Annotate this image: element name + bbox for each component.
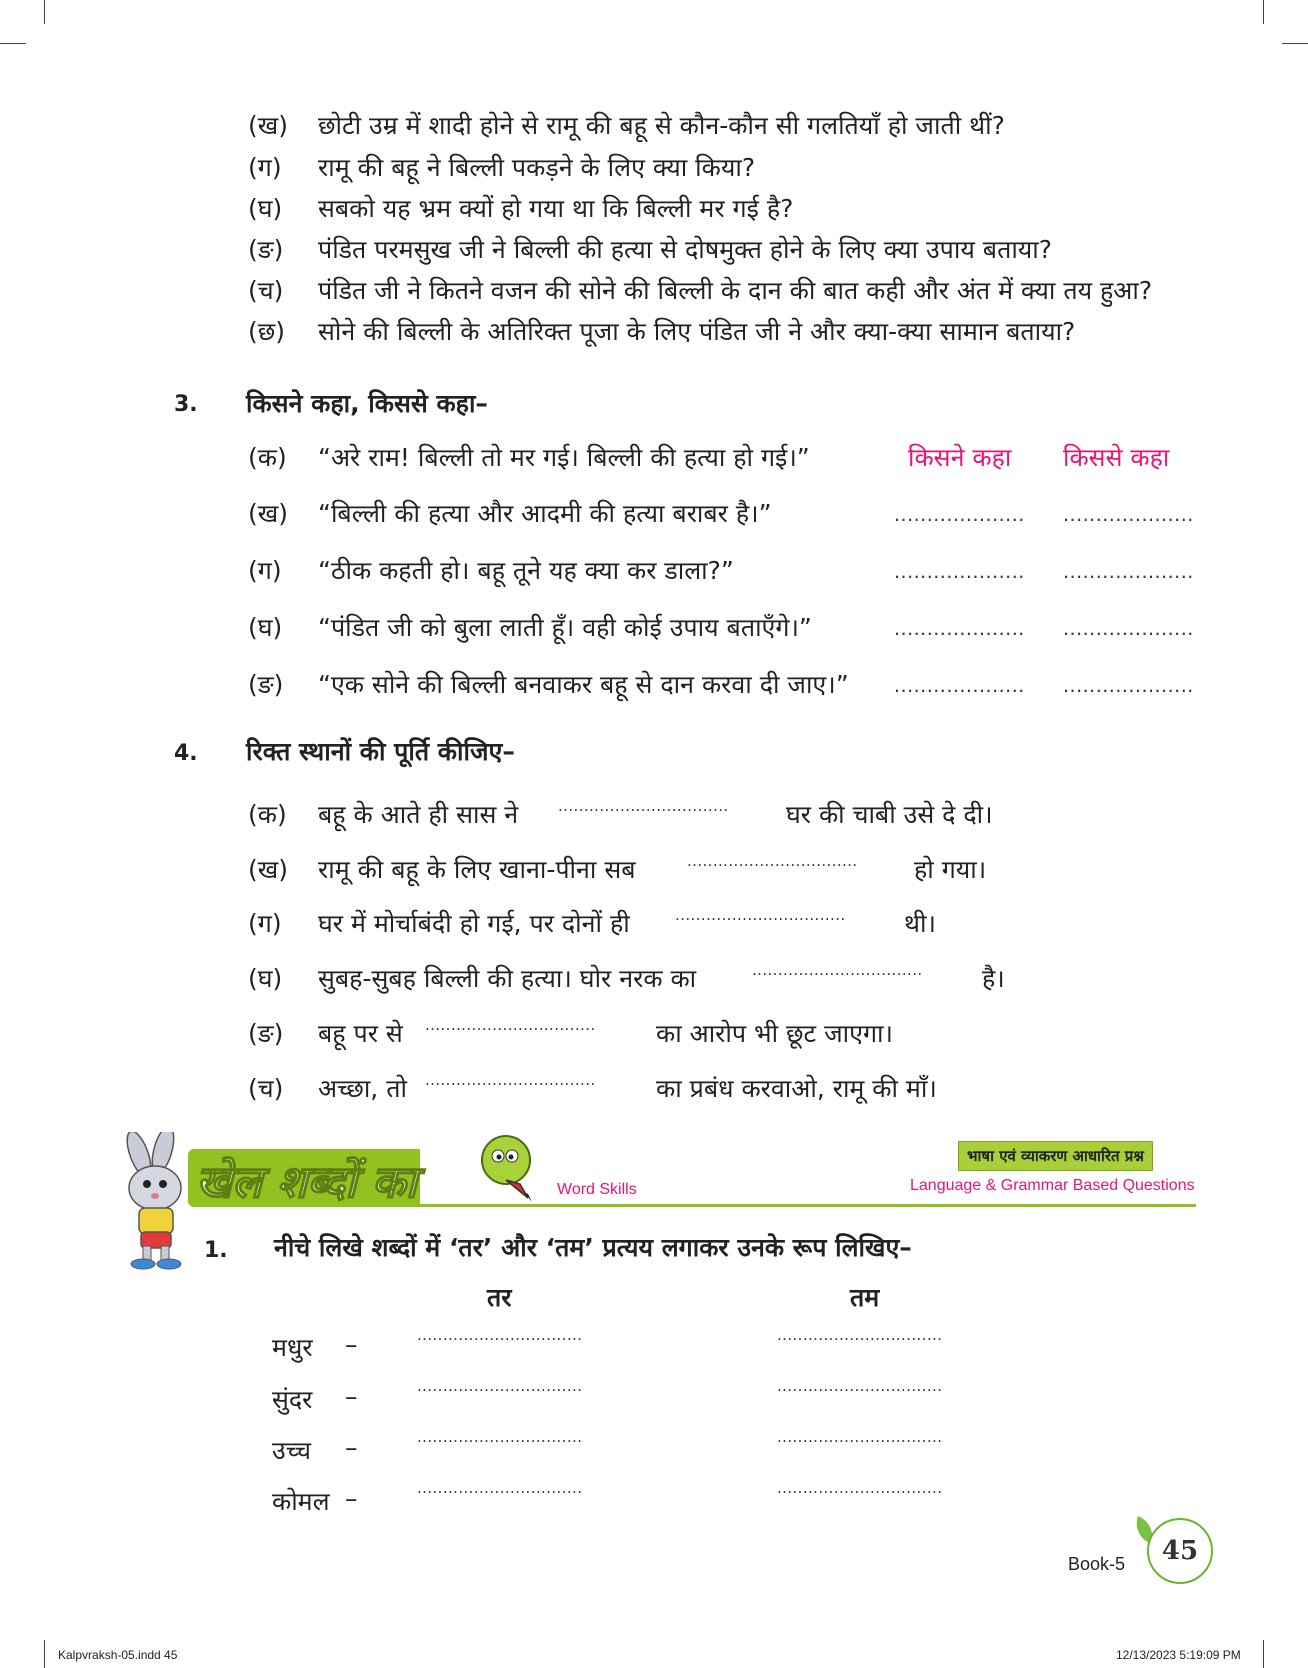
table-row: सुंदर bbox=[272, 1385, 313, 1414]
blank-tam[interactable]: ................................ bbox=[777, 1326, 943, 1344]
crop-mark bbox=[44, 1640, 45, 1668]
sentence-end: का आरोप भी छूट जाएगा। bbox=[656, 1019, 893, 1048]
sentence-start: बहू पर से bbox=[318, 1019, 403, 1048]
col-header-whom: किससे कहा bbox=[1063, 443, 1170, 472]
blank-whom[interactable]: .................... bbox=[1063, 675, 1194, 697]
fill-blank[interactable]: ................................. bbox=[687, 852, 858, 870]
sentence-start: घर में मोर्चाबंदी हो गई, पर दोनों ही bbox=[318, 909, 630, 938]
blank-tar[interactable]: ................................ bbox=[417, 1377, 583, 1395]
sentence-start: बहू के आते ही सास ने bbox=[318, 800, 519, 829]
blank-who[interactable]: .................... bbox=[894, 504, 1025, 526]
q3-heading: किसने कहा, किससे कहा– bbox=[246, 389, 488, 418]
sentence-start: रामू की बहू के लिए खाना-पीना सब bbox=[318, 855, 636, 884]
col-header-tar: तर bbox=[487, 1283, 512, 1312]
blank-tar[interactable]: ................................ bbox=[417, 1326, 583, 1344]
crop-mark bbox=[1263, 1640, 1264, 1668]
list-item: (छ) bbox=[248, 317, 286, 346]
list-item: (घ) bbox=[248, 964, 283, 993]
list-item: (ङ) bbox=[248, 235, 284, 264]
list-item: (ग) bbox=[248, 153, 282, 182]
word-skills-label: Word Skills bbox=[557, 1181, 637, 1198]
list-item-text: पंडित परमसुख जी ने बिल्ली की हत्या से दोषमुक्त होने के लिए क्या उपाय बताया? bbox=[318, 235, 1053, 264]
list-item: (क) bbox=[248, 800, 287, 829]
table-row: उच्च bbox=[272, 1436, 312, 1465]
list-item-text: सोने की बिल्ली के अतिरिक्त पूजा के लिए पंडित जी ने और क्या-क्या सामान बताया? bbox=[318, 317, 1076, 346]
quote-text: “बिल्ली की हत्या और आदमी की हत्या बराबर है।” bbox=[318, 499, 772, 528]
dash: – bbox=[345, 1382, 358, 1411]
pencil-mascot-icon bbox=[476, 1130, 544, 1204]
blank-tam[interactable]: ................................ bbox=[777, 1377, 943, 1395]
col-header-who: किसने कहा bbox=[908, 443, 1012, 472]
blank-whom[interactable]: .................... bbox=[1063, 618, 1194, 640]
page-number: 45 bbox=[1147, 1518, 1213, 1584]
crop-mark bbox=[1263, 0, 1264, 24]
quote-text: “एक सोने की बिल्ली बनवाकर बहू से दान करवा दी जाए।” bbox=[318, 670, 849, 699]
blank-who[interactable]: .................... bbox=[894, 561, 1025, 583]
sentence-end: है। bbox=[982, 964, 1005, 993]
list-item: (च) bbox=[248, 1074, 284, 1103]
q4-number: 4. bbox=[174, 741, 198, 766]
rabbit-mascot-icon bbox=[105, 1132, 215, 1272]
blank-who[interactable]: .................... bbox=[894, 618, 1025, 640]
grammar-tag-english: Language & Grammar Based Questions bbox=[910, 1177, 1195, 1194]
dash: – bbox=[345, 1484, 358, 1513]
banner-title: खेल शब्दों का bbox=[196, 1157, 417, 1208]
list-item: (घ) bbox=[248, 613, 283, 642]
grammar-tag: भाषा एवं व्याकरण आधारित प्रश्न bbox=[958, 1141, 1153, 1171]
blank-who[interactable]: .................... bbox=[894, 675, 1025, 697]
table-row: कोमल bbox=[272, 1487, 330, 1516]
list-item-text: पंडित जी ने कितने वजन की सोने की बिल्ली के दान की बात कही और अंत में क्या तय हुआ? bbox=[318, 276, 1153, 305]
fill-blank[interactable]: ................................. bbox=[558, 797, 729, 815]
fill-blank[interactable]: ................................. bbox=[425, 1071, 596, 1089]
list-item-text: छोटी उम्र में शादी होने से रामू की बहू से कौन-कौन सी गलतियाँ हो जाती थीं? bbox=[318, 111, 1005, 140]
list-item: (ङ) bbox=[248, 1019, 284, 1048]
fill-blank[interactable]: ................................. bbox=[752, 961, 923, 979]
blank-tam[interactable]: ................................ bbox=[777, 1479, 943, 1497]
col-header-tam: तम bbox=[850, 1283, 880, 1312]
list-item: (च) bbox=[248, 276, 284, 305]
footer-timestamp: 12/13/2023 5:19:09 PM bbox=[1116, 1648, 1241, 1662]
list-item: (ख) bbox=[248, 855, 288, 884]
quote-text: “ठीक कहती हो। बहू तूने यह क्या कर डाला?” bbox=[318, 556, 734, 585]
blank-tar[interactable]: ................................ bbox=[417, 1428, 583, 1446]
crop-mark bbox=[0, 43, 26, 44]
table-row: मधुर bbox=[272, 1333, 313, 1362]
fill-blank[interactable]: ................................. bbox=[425, 1016, 596, 1034]
dash: – bbox=[345, 1433, 358, 1462]
crop-mark bbox=[44, 0, 45, 24]
sentence-end: का प्रबंध करवाओ, रामू की माँ। bbox=[656, 1074, 937, 1103]
q3-number: 3. bbox=[174, 392, 198, 417]
list-item: (ग) bbox=[248, 909, 282, 938]
fill-blank[interactable]: ................................. bbox=[675, 906, 846, 924]
list-item: (ङ) bbox=[248, 670, 284, 699]
ws-q1-number: 1. bbox=[204, 1238, 228, 1263]
sentence-start: सुबह-सुबह बिल्ली की हत्या। घोर नरक का bbox=[318, 964, 697, 993]
dash: – bbox=[345, 1330, 358, 1359]
quote-text: “अरे राम! बिल्ली तो मर गई। बिल्ली की हत्या हो गई।” bbox=[318, 443, 810, 472]
section-rule bbox=[420, 1204, 1196, 1207]
list-item: (ख) bbox=[248, 499, 288, 528]
q4-heading: रिक्त स्थानों की पूर्ति कीजिए– bbox=[246, 737, 515, 766]
quote-text: “पंडित जी को बुला लाती हूँ। वही कोई उपाय बताएँगे।” bbox=[318, 613, 812, 642]
footer-filename: Kalpvraksh-05.indd 45 bbox=[58, 1648, 178, 1662]
ws-q1-heading: नीचे लिखे शब्दों में ‘तर’ और ‘तम’ प्रत्यय लगाकर उनके रूप लिखिए– bbox=[274, 1233, 912, 1262]
sentence-start: अच्छा, तो bbox=[318, 1074, 407, 1103]
list-item-text: रामू की बहू ने बिल्ली पकड़ने के लिए क्या किया? bbox=[318, 153, 756, 182]
blank-tar[interactable]: ................................ bbox=[417, 1479, 583, 1497]
blank-tam[interactable]: ................................ bbox=[777, 1428, 943, 1446]
list-item: (ख) bbox=[248, 111, 288, 140]
crop-mark bbox=[1282, 43, 1308, 44]
list-item: (क) bbox=[248, 443, 287, 472]
blank-whom[interactable]: .................... bbox=[1063, 561, 1194, 583]
book-label: Book-5 bbox=[1068, 1554, 1126, 1574]
blank-whom[interactable]: .................... bbox=[1063, 504, 1194, 526]
sentence-end: घर की चाबी उसे दे दी। bbox=[786, 800, 993, 829]
sentence-end: थी। bbox=[904, 909, 936, 938]
sentence-end: हो गया। bbox=[914, 855, 987, 884]
list-item-text: सबको यह भ्रम क्यों हो गया था कि बिल्ली मर गई है? bbox=[318, 194, 794, 223]
list-item: (ग) bbox=[248, 556, 282, 585]
list-item: (घ) bbox=[248, 194, 283, 223]
